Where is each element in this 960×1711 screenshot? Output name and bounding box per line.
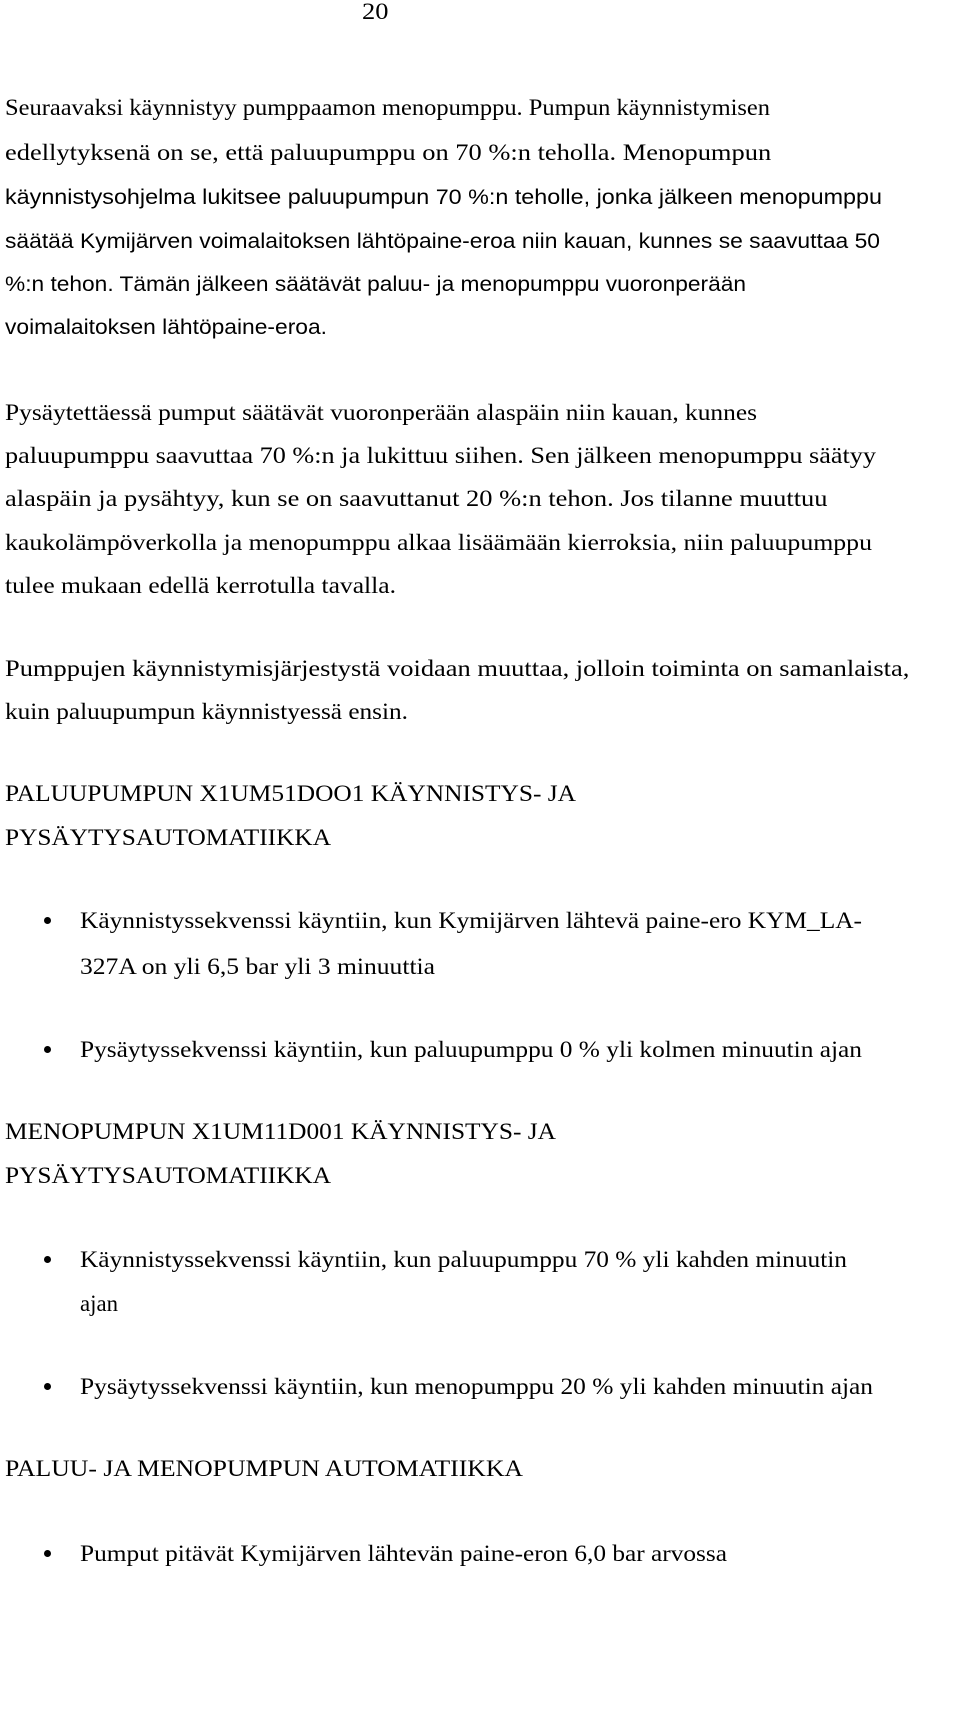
paragraph-line <box>5 529 872 557</box>
paragraph-line-text: voimalaitoksen lähtöpaine-eroa. <box>5 316 328 339</box>
paragraph-line-text: Pumppujen käynnistymisjärjestystä voidaan muuttaa, jolloin toiminta on samanlaista, <box>5 656 910 681</box>
section-heading-line <box>5 780 576 808</box>
bullet-text-line <box>80 953 435 981</box>
bullet-icon <box>44 1383 51 1390</box>
paragraph-line-text: edellytyksenä on se, että paluupumppu on 70 %:n teholla. Menopumpun <box>5 140 772 165</box>
bullet-icon <box>44 917 51 924</box>
paragraph-line-text: tulee mukaan edellä kerrotulla tavalla. <box>5 573 396 598</box>
bullet-text-line <box>80 1036 862 1064</box>
paragraph-line-text: paluupumppu saavuttaa 70 %:n ja lukittuu siihen. Sen jälkeen menopumppu säätyy <box>5 443 876 468</box>
bullet-text-line <box>80 907 862 935</box>
paragraph-line <box>5 485 869 513</box>
page-number <box>362 0 390 26</box>
paragraph-line-text: käynnistysohjelma lukitsee paluupumpun 70 %:n teholle, jonka jälkeen menopumppu <box>5 186 882 209</box>
bullet-text: Käynnistyssekvenssi käyntiin, kun paluupumppu 70 % yli kahden minuutin <box>80 1247 847 1272</box>
page-number-text: 20 <box>362 0 389 24</box>
section-heading-line <box>5 1118 556 1146</box>
paragraph-line <box>5 572 396 600</box>
bullet-text-line <box>80 1246 847 1274</box>
section-heading-text: PYSÄYTYSAUTOMATIIKKA <box>5 825 331 850</box>
paragraph-line <box>5 139 775 167</box>
paragraph-line-text: %:n tehon. Tämän jälkeen säätävät paluu- ja menopumppu vuoronperään <box>5 273 746 296</box>
bullet-icon <box>44 1256 51 1263</box>
bullet-text: ajan <box>80 1291 118 1316</box>
bullet-text-line <box>80 1540 727 1568</box>
paragraph-line <box>5 442 876 470</box>
paragraph-line-text: kaukolämpöverkolla ja menopumppu alkaa lisäämään kierroksia, niin paluupumppu <box>5 530 872 555</box>
section-heading-line <box>5 1455 523 1483</box>
section-heading-line <box>5 1162 331 1190</box>
paragraph-line-text: Seuraavaksi käynnistyy pumppaamon menopumppu. Pumpun käynnistymisen <box>5 95 770 120</box>
bullet-icon <box>44 1046 51 1053</box>
bullet-text-line <box>80 1290 118 1318</box>
paragraph-line <box>5 94 770 122</box>
paragraph-line-text: kuin paluupumpun käynnistyessä ensin. <box>5 699 408 724</box>
section-heading-text: PYSÄYTYSAUTOMATIIKKA <box>5 1163 331 1188</box>
paragraph-line-text: alaspäin ja pysähtyy, kun se on saavuttanut 20 %:n tehon. Jos tilanne muuttuu <box>5 486 828 511</box>
paragraph-line <box>5 655 953 683</box>
paragraph-line <box>5 698 408 726</box>
section-heading-line <box>5 824 331 852</box>
bullet-text: Käynnistyssekvenssi käyntiin, kun Kymijärven lähtevä paine-ero KYM_LA- <box>80 908 862 933</box>
bullet-text: Pumput pitävät Kymijärven lähtevän paine-eron 6,0 bar arvossa <box>80 1541 727 1566</box>
bullet-text: Pysäytyssekvenssi käyntiin, kun menopumppu 20 % yli kahden minuutin ajan <box>80 1374 874 1399</box>
section-heading-text: PALUUPUMPUN X1UM51DOO1 KÄYNNISTYS- JA <box>5 781 576 806</box>
paragraph-line-text: säätää Kymijärven voimalaitoksen lähtöpaine-eroa niin kauan, kunnes se saavuttaa 50 <box>5 230 880 253</box>
section-heading-text: PALUU- JA MENOPUMPUN AUTOMATIIKKA <box>5 1456 523 1481</box>
bullet-icon <box>44 1550 51 1557</box>
paragraph-line <box>5 184 882 212</box>
paragraph-line <box>5 314 327 342</box>
bullet-text: Pysäytyssekvenssi käyntiin, kun paluupumppu 0 % yli kolmen minuutin ajan <box>80 1037 862 1062</box>
paragraph-line <box>5 399 757 427</box>
bullet-text: 327A on yli 6,5 bar yli 3 minuuttia <box>80 954 435 979</box>
bullet-text-line <box>80 1373 873 1401</box>
paragraph-line <box>5 228 880 256</box>
section-heading-text: MENOPUMPUN X1UM11D001 KÄYNNISTYS- JA <box>5 1119 556 1144</box>
paragraph-line-text: Pysäytettäessä pumput säätävät vuoronperään alaspäin niin kauan, kunnes <box>5 400 757 425</box>
paragraph-line <box>5 271 746 299</box>
